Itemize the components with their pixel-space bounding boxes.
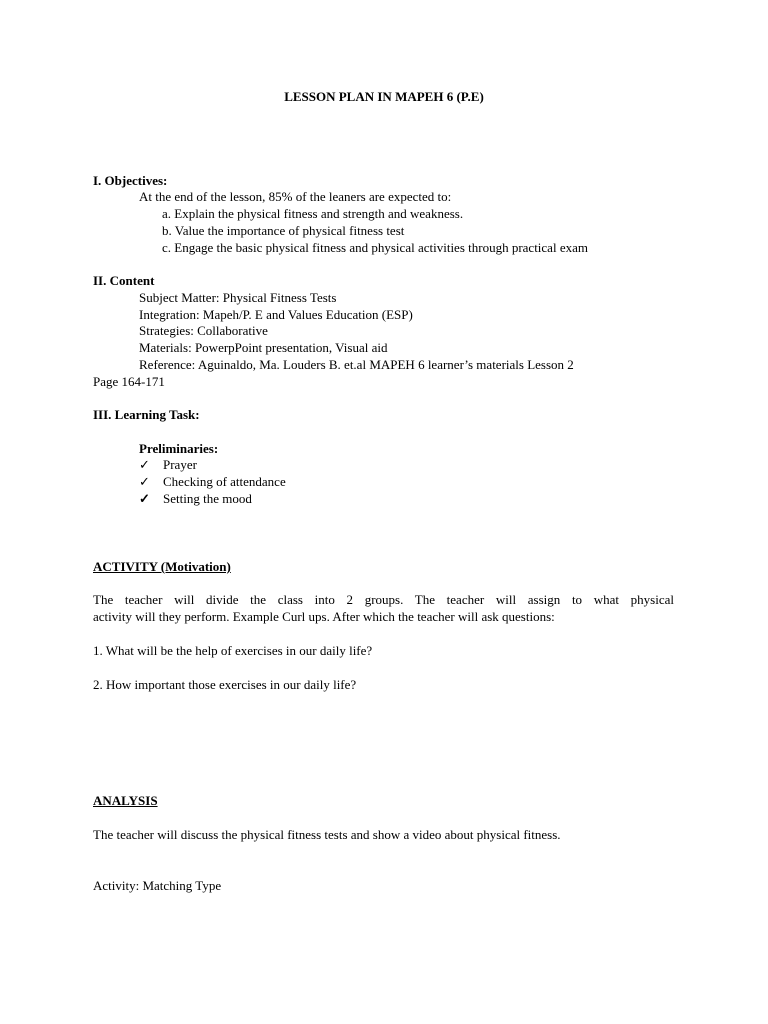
objective-item-c: c. Engage the basic physical fitness and physical activities through practical exam bbox=[162, 240, 588, 255]
checkmark-icon: ✓ bbox=[139, 474, 150, 489]
analysis-paragraph: The teacher will discuss the physical fitness tests and show a video about physical fitness. bbox=[93, 827, 561, 842]
preliminary-item bbox=[139, 456, 197, 473]
preliminary-item-label: Prayer bbox=[163, 457, 197, 472]
activity-question-2: 2. How important those exercises in our daily life? bbox=[93, 677, 357, 692]
checkmark-icon: ✓ bbox=[139, 491, 150, 506]
activity-question-1: 1. What will be the help of exercises in our daily life? bbox=[93, 643, 373, 658]
reference: Reference: Aguinaldo, Ma. Louders B. et.al MAPEH 6 learner’s materials Lesson 2 bbox=[139, 357, 574, 372]
preliminaries-heading: Preliminaries: bbox=[139, 441, 219, 456]
activity-paragraph-line-1: The teacher will divide the class into 2 groups. The teacher will assign to what physical bbox=[93, 592, 674, 607]
strategies: Strategies: Collaborative bbox=[139, 323, 268, 338]
checkmark-icon: ✓ bbox=[139, 457, 150, 472]
objective-item-b: b. Value the importance of physical fitness test bbox=[162, 223, 405, 238]
activity-heading: ACTIVITY (Motivation) bbox=[93, 559, 231, 574]
preliminary-item-label: Checking of attendance bbox=[163, 474, 286, 489]
preliminary-item bbox=[139, 490, 252, 507]
integration: Integration: Mapeh/P. E and Values Education (ESP) bbox=[139, 307, 413, 322]
materials: Materials: PowerpPoint presentation, Visual aid bbox=[139, 340, 388, 355]
preliminary-item-label: Setting the mood bbox=[163, 491, 252, 506]
activity-paragraph-line-2: activity will they perform. Example Curl ups. After which the teacher will ask questions: bbox=[93, 609, 555, 624]
reference-pages: Page 164-171 bbox=[93, 374, 165, 389]
learning-task-heading: III. Learning Task: bbox=[93, 407, 200, 422]
subject-matter: Subject Matter: Physical Fitness Tests bbox=[139, 290, 337, 305]
analysis-activity-label: Activity: Matching Type bbox=[93, 878, 222, 893]
content-heading: II. Content bbox=[93, 273, 155, 288]
document-title: LESSON PLAN IN MAPEH 6 (P.E) bbox=[284, 89, 484, 104]
objectives-heading: I. Objectives: bbox=[93, 173, 168, 188]
preliminary-item bbox=[139, 473, 286, 490]
analysis-heading: ANALYSIS bbox=[93, 793, 158, 808]
objective-item-a: a. Explain the physical fitness and strength and weakness. bbox=[162, 206, 464, 221]
objectives-intro: At the end of the lesson, 85% of the leaners are expected to: bbox=[139, 189, 452, 204]
